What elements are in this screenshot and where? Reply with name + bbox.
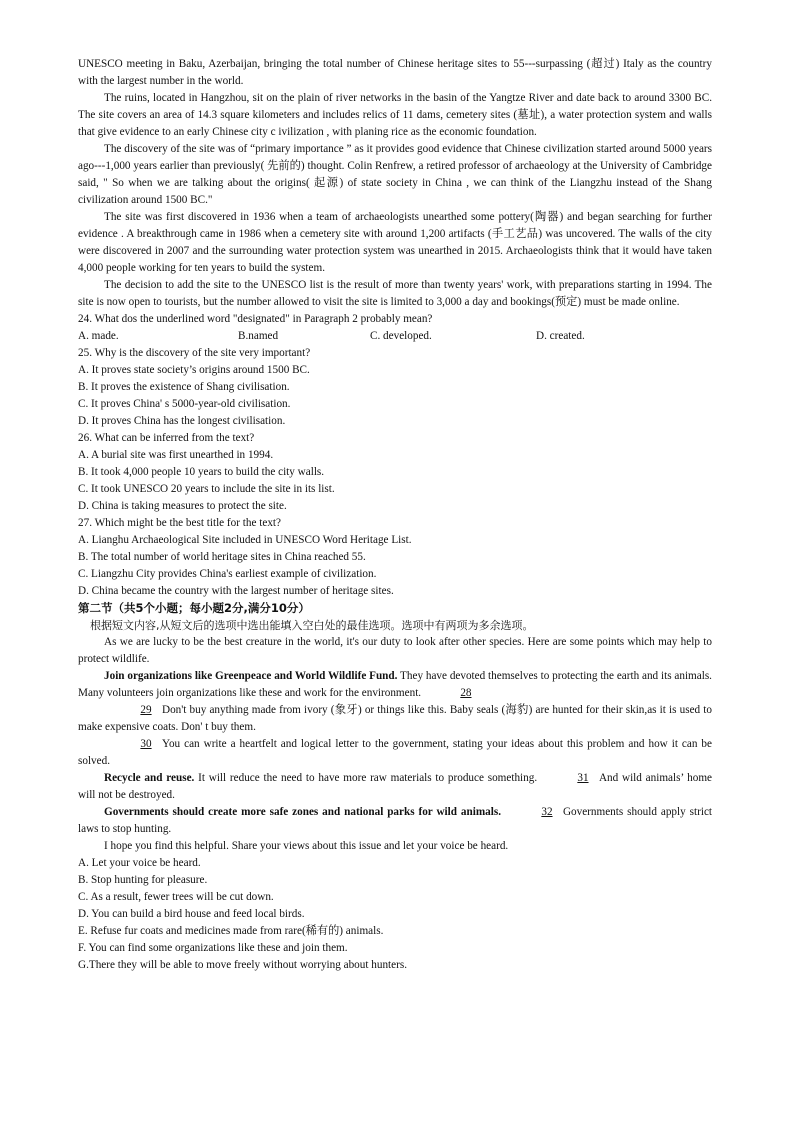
option-c: C. It took UNESCO 20 years to include the site in its list. (78, 483, 335, 495)
cloze-option-f: F. You can find some organizations like these and join them. (78, 942, 348, 954)
cloze-text: They have devoted themselves to protecting the earth and its animals. Many volunteers join organizations like these and work for the environment. (78, 670, 712, 699)
passage-paragraph-1: The ruins, located in Hangzhou, sit on the plain of river networks in the basin of the Yangtze River and date back to around 3300 BC. The site covers an area of 14.3 square kilometers and includes relics of 11 dams, cemetery sites (墓址), a water protection system and walls that give evidence to an early Chinese city c ivilization , with planing rice as the economic foundation. (78, 92, 712, 138)
cloze-options (78, 855, 712, 974)
cloze-option-c: C. As a result, fewer trees will be cut down. (78, 891, 274, 903)
blank-31[interactable]: 31 (577, 772, 589, 784)
cloze-point-5: Governments should create more safe zones and national parks for wild animals. (104, 806, 502, 818)
cloze-option-a: A. Let your voice be heard. (78, 857, 201, 869)
cloze-point-4: Recycle and reuse. (104, 772, 195, 784)
cloze-paragraph-1 (78, 668, 712, 702)
cloze-option-d: D. You can build a bird house and feed local birds. (78, 908, 305, 920)
cloze-text-tail: And wild animals’ home will not be destroyed. (78, 772, 713, 801)
option-a: A. It proves state society’s origins around 1500 BC. (78, 364, 310, 376)
passage-paragraph-0: UNESCO meeting in Baku, Azerbaijan, bringing the total number of Chinese heritage sites to 55---surpassing (超过) Italy as the country with the largest number in the world. (78, 58, 712, 87)
option-d: D. It proves China has the longest civilisation. (78, 415, 286, 427)
option-b: B. It proves the existence of Shang civilisation. (78, 381, 290, 393)
cloze-text: It will reduce the need to have more raw materials to produce something. (194, 772, 538, 784)
question-stem: 25. Why is the discovery of the site very important? (78, 347, 311, 359)
cloze-text: Don't buy anything made from ivory (象牙) or things like this. Baby seals (海豹) are hunted for their skin,as it is used to make expensive coats. Don' t buy them. (78, 704, 712, 733)
question-stem: 27. Which might be the best title for the text? (78, 517, 281, 529)
option-c: C. It proves China' s 5000-year-old civilisation. (78, 398, 291, 410)
cloze-text: You can write a heartfelt and logical letter to the government, stating your ideas about this problem and how it can be solved. (78, 738, 712, 767)
cloze-point-1: Join organizations like Greenpeace and World Wildlife Fund. (104, 670, 398, 682)
question-26 (78, 430, 712, 515)
cloze-option-e: E. Refuse fur coats and medicines made from rare(稀有的) animals. (78, 925, 384, 937)
option-d: D. China is taking measures to protect the site. (78, 500, 287, 512)
option-d: D. China became the country with the largest number of heritage sites. (78, 585, 394, 597)
question-stem: 26. What can be inferred from the text? (78, 432, 255, 444)
cloze-paragraph-3 (78, 736, 712, 770)
question-stem: 24. What dos the underlined word "designated" in Paragraph 2 probably mean? (78, 313, 433, 325)
option-d: D. created. (536, 330, 585, 342)
blank-32[interactable]: 32 (541, 806, 553, 818)
options-row (78, 328, 712, 345)
cloze-intro: As we are lucky to be the best creature in the world, it's our duty to look after other species. Here are some points which may help to protect wildlife. (78, 636, 712, 665)
passage-paragraph-4: The decision to add the site to the UNESCO list is the result of more than twenty years' work, with preparations starting in 1994. The site is now open to tourists, but the number allowed to visit the site is limited to 3,000 a day and bookings(预定) must be made online. (78, 279, 712, 308)
cloze-text-tail: Governments should apply strict laws to stop hunting. (78, 806, 713, 835)
cloze-option-g: G.There they will be able to move freely without worrying about hunters. (78, 959, 408, 971)
passage-paragraph-3: The site was first discovered in 1936 when a team of archaeologists unearthed some pottery(陶器) and began searching for further evidence . A breakthrough came in 1986 when a cemetery site with around 1,200 artifacts (手工艺品) was uncovered. The walls of the city were discovered in 2007 and the surrounding water protection system was unearthed in 2015. Archaeologists think that it would have taken 4,000 people working for ten years to build the system. (78, 211, 712, 274)
option-b: B.named (238, 330, 279, 342)
option-c: C. Liangzhu City provides China's earliest example of civilization. (78, 568, 377, 580)
option-b: B. It took 4,000 people 10 years to build the city walls. (78, 466, 325, 478)
section-heading: 第二节（共5个小题；每小题2分,满分10分） (78, 601, 310, 615)
passage-paragraph-2: The discovery of the site was of “primary importance ” as it provides good evidence that Chinese civilization started around 5000 years ago---1,000 years earlier than previously( 先前的) thought. Colin Renfrew, a retired professor of archaeology at the University of Cambridge said, " So when we are talking about the origins( 起源) of state society in China , we can think of the Liangzhu instead of the Shang civilization around 1500 BC." (78, 143, 712, 206)
cloze-paragraph-5 (78, 804, 712, 838)
option-a: A. made. (78, 330, 119, 342)
cloze-paragraph-4 (78, 770, 712, 804)
option-c: C. developed. (370, 330, 432, 342)
question-25 (78, 345, 712, 430)
option-b: B. The total number of world heritage sites in China reached 55. (78, 551, 366, 563)
option-a: A. A burial site was first unearthed in 1994. (78, 449, 274, 461)
cloze-option-b: B. Stop hunting for pleasure. (78, 874, 208, 886)
section-instruction: 根据短文内容,从短文后的选项中选出能填入空白处的最佳选项。选项中有两项为多余选项。 (90, 619, 534, 632)
exam-page (78, 56, 712, 974)
blank-28[interactable]: 28 (460, 687, 472, 699)
question-24 (78, 311, 712, 345)
blank-30[interactable]: 30 (140, 738, 152, 750)
blank-29[interactable]: 29 (140, 704, 152, 716)
cloze-paragraph-2 (78, 702, 712, 736)
question-27 (78, 515, 712, 600)
cloze-closing: I hope you find this helpful. Share your views about this issue and let your voice be heard. (104, 840, 509, 852)
option-a: A. Lianghu Archaeological Site included in UNESCO Word Heritage List. (78, 534, 412, 546)
